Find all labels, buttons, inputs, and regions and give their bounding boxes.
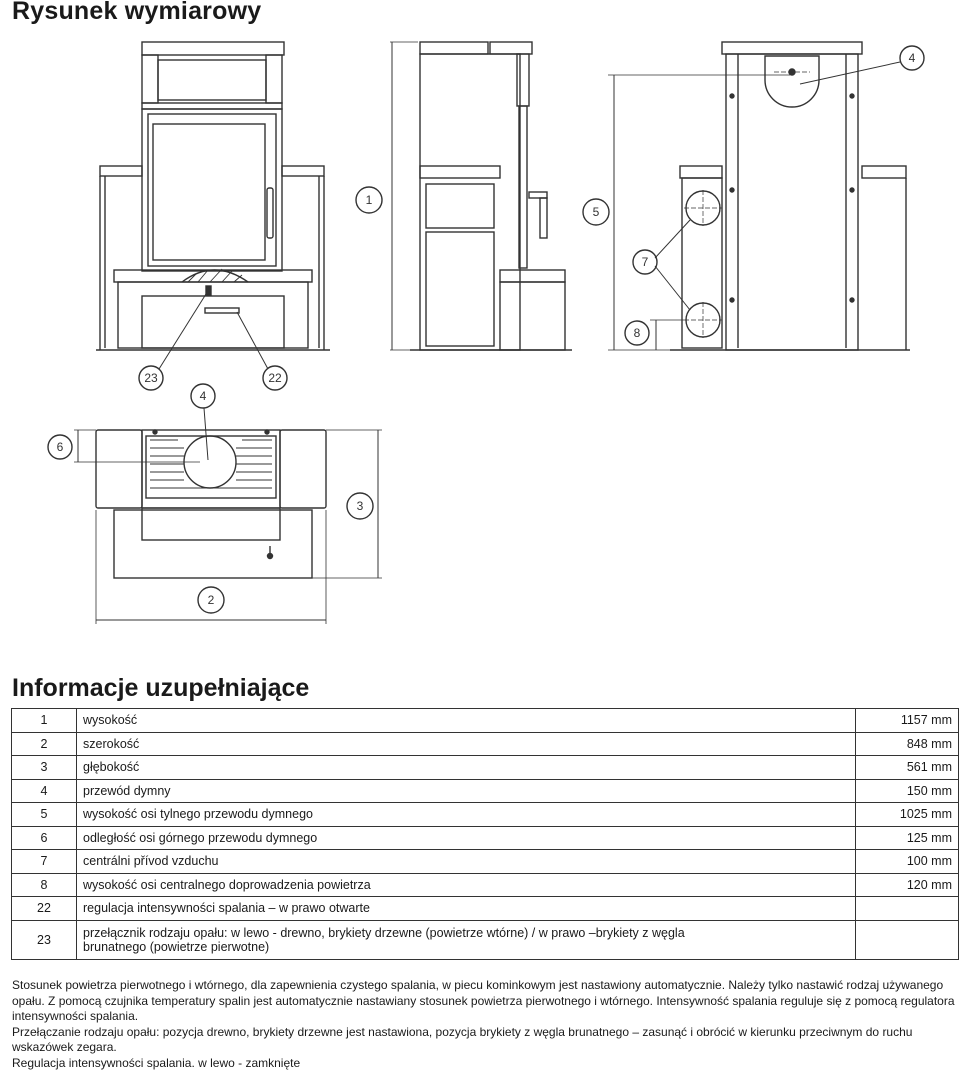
row-value: 150 mm	[856, 779, 959, 803]
row-value: 1157 mm	[856, 709, 959, 733]
callout-2-label: 2	[207, 593, 215, 607]
row-number: 8	[12, 873, 77, 897]
side-view	[410, 42, 572, 350]
callout-22-label: 22	[268, 371, 282, 385]
row-value: 120 mm	[856, 873, 959, 897]
table-row	[12, 850, 959, 874]
row-label: odległość osi górnego przewodu dymnego	[77, 826, 856, 850]
row-number: 5	[12, 803, 77, 827]
row-label: przewód dymny	[77, 779, 856, 803]
rear-view	[670, 42, 910, 350]
row-label: wysokość osi centralnego doprowadzenia powietrza	[77, 873, 856, 897]
info-title: Informacje uzupełniające	[12, 674, 310, 702]
callout-8-label: 8	[633, 326, 641, 340]
callout-4-top-label: 4	[199, 389, 207, 403]
callout-7-label: 7	[641, 255, 649, 269]
callout-4-rear-label: 4	[908, 51, 916, 65]
page-title: Rysunek wymiarowy	[12, 0, 262, 25]
row-number: 23	[12, 920, 77, 959]
row-value: 1025 mm	[856, 803, 959, 827]
callout-5-label: 5	[592, 205, 600, 219]
row-label: regulacja intensywności spalania – w prawo otwarte	[77, 897, 856, 921]
row-number: 6	[12, 826, 77, 850]
notes	[12, 978, 962, 1072]
row-value	[856, 920, 959, 959]
row-value: 561 mm	[856, 756, 959, 780]
callout-23-label: 23	[144, 371, 158, 385]
row-value: 125 mm	[856, 826, 959, 850]
row-number: 4	[12, 779, 77, 803]
top-view	[96, 430, 326, 578]
note-paragraph: Stosunek powietrza pierwotnego i wtórnego, dla zapewnienia czystego spalania, w piecu kominkowym jest nastawiony automatycznie. Należy tylko nastawić rodzaj używanego opału. Z pomocą czujnika temperatury spalin jest automatycznie nastawiany stosunek powietrza pierwotnego i wtórnego. Intensywność spalania reguluje się z pomocą regulatora intensywności spalania.	[12, 978, 955, 1024]
row-label: szerokość	[77, 732, 856, 756]
callout-1-label: 1	[365, 193, 373, 207]
note-paragraph: Regulacja intensywności spalania. w lewo - zamknięte	[12, 1055, 301, 1070]
row-label: centrálni přívod vzduchu	[77, 850, 856, 874]
table-row	[12, 897, 959, 921]
row-label: wysokość osi tylnego przewodu dymnego	[77, 803, 856, 827]
row-value: 100 mm	[856, 850, 959, 874]
table-row	[12, 709, 959, 733]
row-label: przełącznik rodzaju opału: w lewo - drewno, brykiety drzewne (powietrze wtórne) / w prawo –brykiety z węgla brunatnego (powietrze pierwotne)	[77, 920, 856, 959]
table-row	[12, 779, 959, 803]
spec-table	[11, 708, 959, 960]
front-view	[96, 42, 330, 350]
row-value	[856, 897, 959, 921]
callout-6-label: 6	[56, 440, 64, 454]
row-number: 22	[12, 897, 77, 921]
table-row	[12, 732, 959, 756]
row-label: głębokość	[77, 756, 856, 780]
row-number: 3	[12, 756, 77, 780]
table-row	[12, 826, 959, 850]
table-row	[12, 920, 959, 959]
note-paragraph: Przełączanie rodzaju opału: pozycja drewno, brykiety drzewne jest nastawiona, pozycja brykiety z węgla brunatnego – zasunąć i obrócić w kierunku przeciwnym do ruchu wskazówek zegara.	[12, 1024, 913, 1055]
table-row	[12, 756, 959, 780]
table-row	[12, 873, 959, 897]
row-number: 2	[12, 732, 77, 756]
callout-3-label: 3	[356, 499, 364, 513]
row-value: 848 mm	[856, 732, 959, 756]
row-label: wysokość	[77, 709, 856, 733]
row-number: 1	[12, 709, 77, 733]
row-number: 7	[12, 850, 77, 874]
table-row	[12, 803, 959, 827]
